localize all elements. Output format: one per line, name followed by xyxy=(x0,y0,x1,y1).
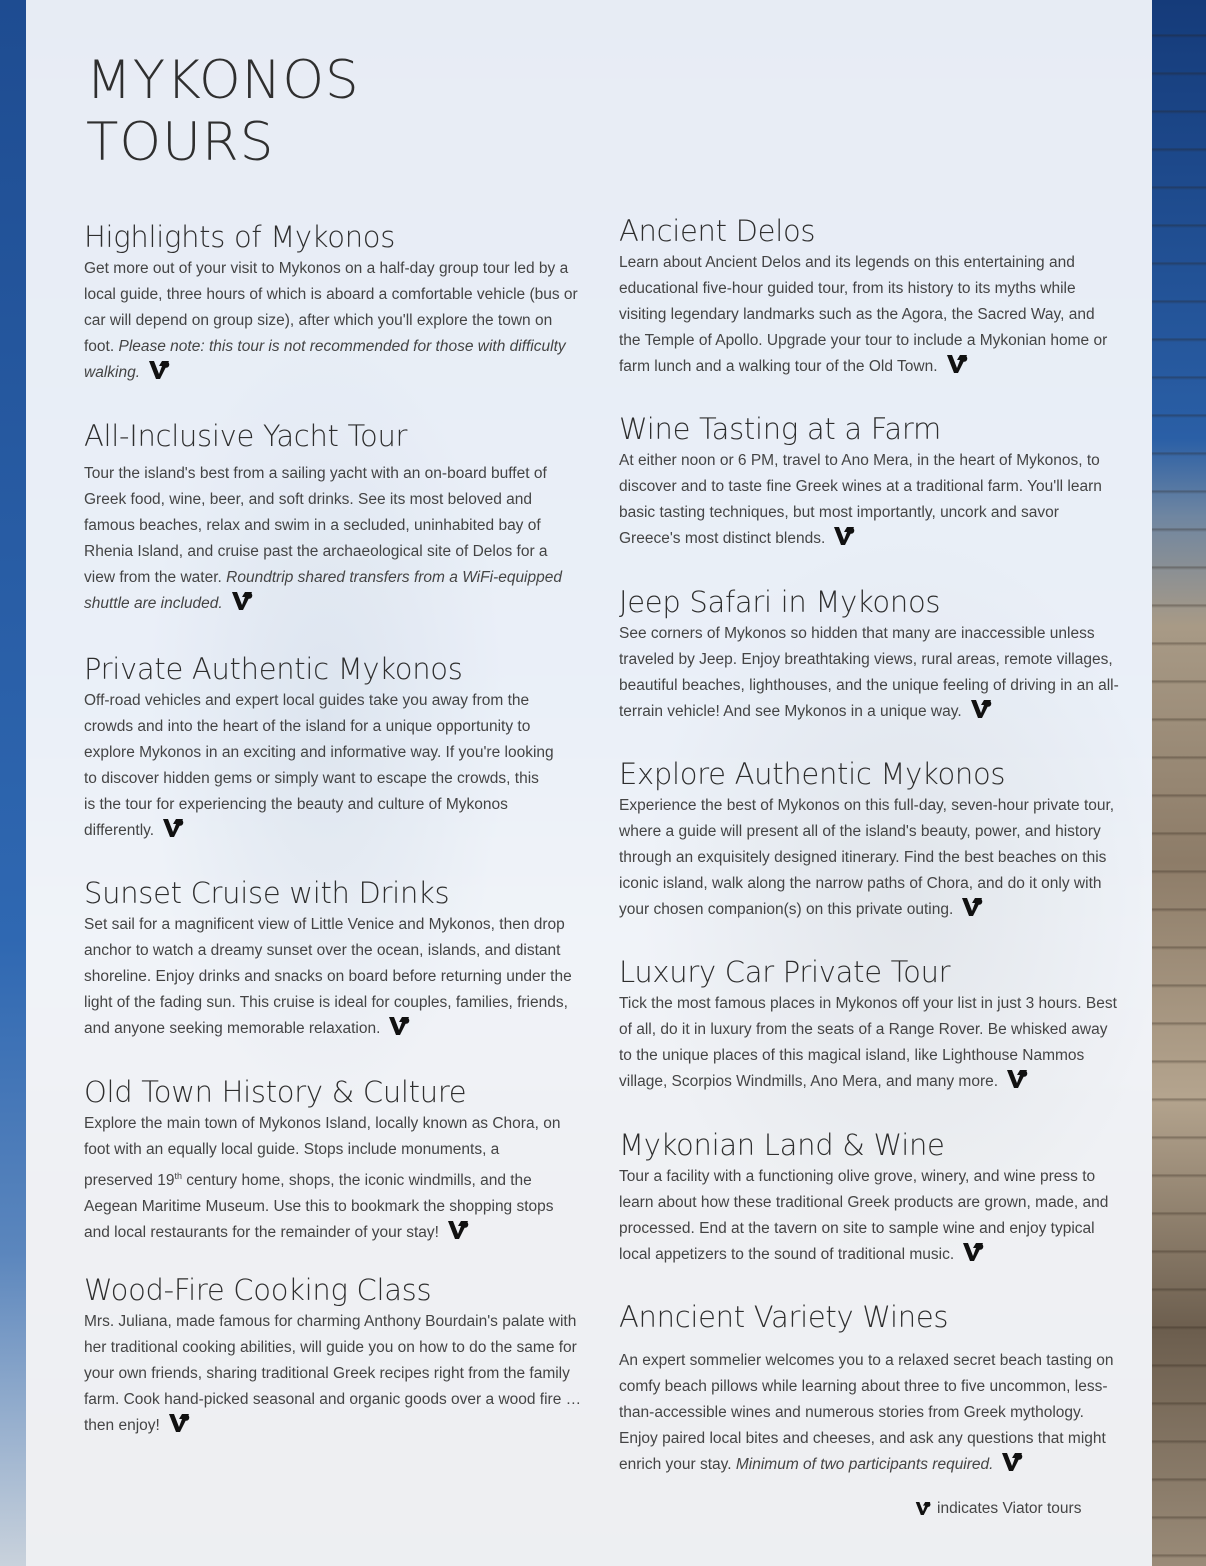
viator-logo-icon xyxy=(231,591,253,611)
tour-title: Private Authentic Mykonos xyxy=(84,652,463,686)
viator-logo-icon xyxy=(447,1220,469,1240)
tour-title: Wine Tasting at a Farm xyxy=(619,412,941,446)
tour-title: Old Town History & Culture xyxy=(84,1075,467,1109)
tour-description: Get more out of your visit to Mykonos on a half-day group tour led by a local guide, three hours of which is aboard a comfortable vehicle (bus or car will depend on group size), after which you'll explore the town on foot. Please note: this tour is not recommended for those with difficulty walking. xyxy=(84,260,578,381)
tour-description: Set sail for a magnificent view of Little Venice and Mykonos, then drop anchor to watch a dreamy sunset over the ocean, islands, and distant shoreline. Enjoy drinks and snacks on board before returning under the light of the fading sun. This cruise is ideal for couples, families, friends, and anyone seeking memorable relaxation. xyxy=(84,916,572,1037)
legend-text: indicates Viator tours xyxy=(937,1500,1082,1517)
tour-sunset-cruise xyxy=(84,876,584,1042)
tour-title: All-Inclusive Yacht Tour xyxy=(84,419,408,453)
tour-description: Explore the main town of Mykonos Island, locally known as Chora, on foot with an equally local guide. Stops include monuments, a preserved 19th century home, shops, the iconic windmills, and the Aegean Maritime Museum. Use this to bookmark the shopping stops and local restaurants for the remainder of your stay! xyxy=(84,1115,561,1242)
page-title xyxy=(86,50,360,174)
tour-ancient-delos xyxy=(619,214,1119,380)
tour-title: Sunset Cruise with Drinks xyxy=(84,876,450,910)
viator-logo-icon xyxy=(915,1501,931,1516)
viator-logo-icon xyxy=(961,897,983,917)
tour-description: Experience the best of Mykonos on this full-day, seven-hour private tour, where a guide will present all of the island's beauty, power, and history through an exquisitely designed itinerary. Find the best beaches on this iconic island, walk along the narrow paths of Chora, and do it only with your chosen companion(s) on this private outing. xyxy=(619,797,1115,918)
tour-title: Explore Authentic Mykonos xyxy=(619,757,1006,791)
page-title-line-2: TOURS xyxy=(86,112,275,173)
page-title-line-1: MYKONOS xyxy=(86,50,360,111)
tour-private-authentic-mykonos xyxy=(84,652,554,844)
viator-logo-icon xyxy=(970,699,992,719)
tour-description: Tick the most famous places in Mykonos off your list in just 3 hours. Best of all, do it in luxury from the seats of a Range Rover. Be whisked away to the unique places of this magical island, like Lighthouse Nammos village, Scorpios Windmills, Ano Mera, and many more. xyxy=(619,995,1117,1090)
tour-wood-fire-cooking xyxy=(84,1273,584,1439)
tour-description: At either noon or 6 PM, travel to Ano Mera, in the heart of Mykonos, to discover and to taste fine Greek wines at a traditional farm. You'll learn basic tasting techniques, but most importantly, uncork and savor Greece's most distinct blends. xyxy=(619,452,1102,547)
tour-description: Off-road vehicles and expert local guides take you away from the crowds and into the heart of the island for a unique opportunity to explore Mykonos in an exciting and informative way. If you're looking to discover hidden gems or simply want to escape the crowds, this is the tour for experiencing the beauty and culture of Mykonos differently. xyxy=(84,692,554,839)
viator-logo-icon xyxy=(1001,1452,1023,1472)
tour-title: Wood-Fire Cooking Class xyxy=(84,1273,432,1307)
tour-description: An expert sommelier welcomes you to a relaxed secret beach tasting on comfy beach pillows while learning about three to five uncommon, less-than-accessible wines and numerous stories from Greek mythology. Enjoy paired local bites and cheeses, and ask any questions that might enrich your stay. Minimum of two participants required. xyxy=(619,1352,1114,1473)
tour-note: Roundtrip shared transfers from a WiFi-equipped shuttle are included. xyxy=(84,569,562,612)
tour-jeep-safari xyxy=(619,585,1119,725)
tour-title: Mykonian Land & Wine xyxy=(619,1128,945,1162)
tour-all-inclusive-yacht xyxy=(84,419,564,617)
tour-wine-tasting-farm xyxy=(619,412,1119,552)
tour-title: Jeep Safari in Mykonos xyxy=(619,585,941,619)
viator-logo-icon xyxy=(148,360,170,380)
tour-description: Tour a facility with a functioning olive grove, winery, and wine press to learn about how these traditional Greek products are grown, made, and processed. End at the tavern on site to sample wine and enjoy typical local appetizers to the sound of traditional music. xyxy=(619,1168,1109,1263)
tour-title: Ancient Delos xyxy=(619,214,816,248)
tour-anncient-variety-wines xyxy=(619,1300,1119,1478)
tour-luxury-car-private xyxy=(619,955,1119,1095)
tour-note: Please note: this tour is not recommended for those with difficulty walking. xyxy=(84,338,566,381)
tour-description: Mrs. Juliana, made famous for charming Anthony Bourdain's palate with her traditional cooking abilities, will guide you on how to do the same for your own friends, sharing traditional Greek recipes right from the family farm. Cook hand-picked seasonal and organic goods over a wood fire … then enjoy! xyxy=(84,1313,582,1434)
tour-description: Learn about Ancient Delos and its legends on this entertaining and educational five-hour guided tour, from its history to its myths while visiting legendary landmarks such as the Agora, the Sacred Way, and the Temple of Apollo. Upgrade your tour to include a Mykonian home or farm lunch and a walking tour of the Old Town. xyxy=(619,254,1108,375)
tour-highlights-of-mykonos xyxy=(84,220,579,386)
background-rock-right xyxy=(1152,0,1206,1566)
viator-logo-icon xyxy=(388,1016,410,1036)
viator-logo-icon xyxy=(1006,1069,1028,1089)
tour-description: Tour the island's best from a sailing yacht with an on-board buffet of Greek food, wine, beer, and soft drinks. See its most beloved and famous beaches, relax and swim in a secluded, uninhabited bay of Rhenia Island, and cruise past the archaeological site of Delos for a view from the water. Roundtrip shared transfers from a WiFi-equipped shuttle are included. xyxy=(84,465,562,612)
tour-explore-authentic-mykonos xyxy=(619,757,1119,923)
tour-title: Anncient Variety Wines xyxy=(619,1300,949,1334)
viator-logo-icon xyxy=(162,818,184,838)
viator-logo-icon xyxy=(946,354,968,374)
viator-logo-icon xyxy=(962,1242,984,1262)
background-sky-left xyxy=(0,0,26,1566)
tour-title: Luxury Car Private Tour xyxy=(619,955,951,989)
viator-logo-icon xyxy=(168,1413,190,1433)
tour-note: Minimum of two participants required. xyxy=(735,1456,994,1473)
viator-legend xyxy=(915,1500,1081,1518)
tour-mykonian-land-wine xyxy=(619,1128,1119,1268)
tour-old-town-history xyxy=(84,1075,564,1246)
viator-logo-icon xyxy=(833,526,855,546)
tour-title: Highlights of Mykonos xyxy=(84,220,396,254)
tour-description: See corners of Mykonos so hidden that many are inaccessible unless traveled by Jeep. Enjoy breathtaking views, rural areas, remote villages, beautiful beaches, lighthouses, and the unique feeling of driving in an all-terrain vehicle! And see Mykonos in a unique way. xyxy=(619,625,1119,720)
